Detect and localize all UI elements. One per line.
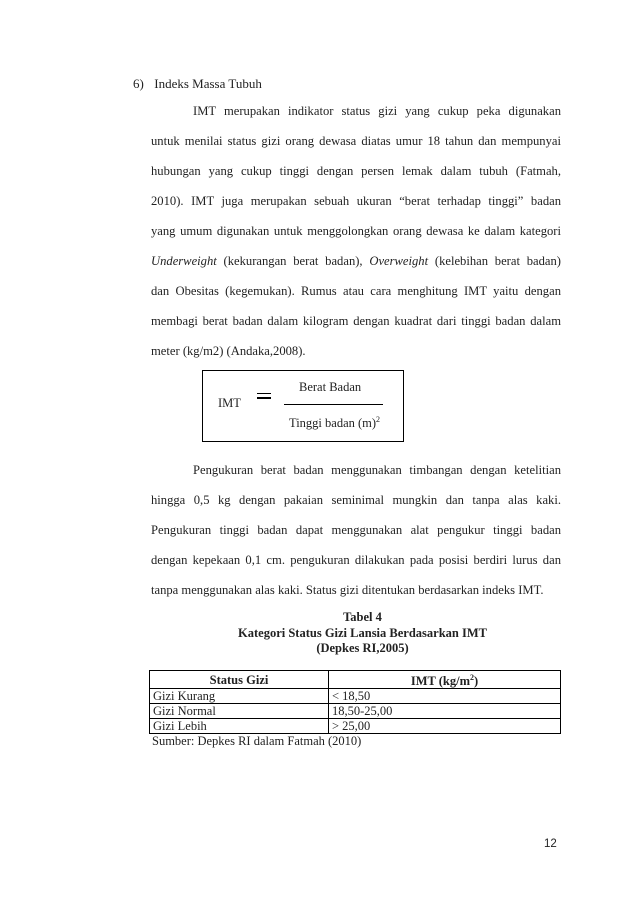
paragraph-line: meter (kg/m2) (Andaka,2008). [151, 344, 306, 358]
denominator-exponent: 2 [376, 415, 381, 424]
imt-header-close: ) [473, 674, 479, 689]
table-source-note: Sumber: Depkes RI dalam Fatmah (2010) [152, 734, 362, 748]
paragraph-line: dengan kepekaan 0,1 cm. pengukuran dilakukan pada posisi berdiri lurus dan [151, 553, 561, 567]
paragraph-imt-definition [151, 96, 561, 366]
table-caption-source: (Depkes RI,2005) [316, 641, 409, 655]
cell-status: Gizi Normal [150, 704, 329, 719]
table-row [150, 704, 561, 719]
paragraph-line: dan Obesitas (kegemukan). Rumus atau cara menghitung IMT yaitu dengan [151, 284, 561, 298]
imt-header-exponent: 2 [469, 673, 474, 682]
page-number: 12 [544, 838, 557, 850]
cell-status: Gizi Lebih [150, 719, 329, 734]
section-number: 6) [133, 76, 144, 91]
paragraph-measurement [151, 455, 561, 605]
paragraph-line: Pengukuran berat badan menggunakan timbangan dengan ketelitian [193, 463, 561, 477]
paragraph-line: yang umum digunakan untuk menggolongkan orang dewasa ke dalam kategori [151, 224, 561, 238]
equals-sign [257, 393, 271, 401]
paragraph-line: IMT merupakan indikator status gizi yang cukup peka digunakan [193, 104, 561, 118]
cell-status: Gizi Kurang [150, 689, 329, 704]
section-heading [133, 76, 262, 92]
cell-imt: > 25,00 [329, 719, 561, 734]
table-caption-number: Tabel 4 [343, 610, 382, 624]
formula-numerator: Berat Badan [299, 380, 362, 394]
paragraph-line: Pengukuran tinggi badan dapat menggunakan alat pengukur tinggi badan [151, 523, 561, 537]
column-header-status: Status Gizi [150, 671, 329, 689]
denominator-text: Tinggi badan (m) [289, 416, 377, 431]
column-header-imt [329, 671, 561, 689]
imt-category-table [149, 670, 561, 734]
table-caption-title: Kategori Status Gizi Lansia Berdasarkan IMT [238, 626, 487, 640]
formula-denominator [289, 415, 380, 431]
term-underweight-meaning: (kekurangan berat badan), [216, 254, 370, 268]
cell-imt: 18,50-25,00 [329, 704, 561, 719]
formula-lhs: IMT [218, 396, 241, 410]
imt-header-text: IMT (kg/m [410, 674, 470, 689]
section-title: Indeks Massa Tubuh [154, 76, 262, 91]
table-row [150, 689, 561, 704]
table-header-row [150, 671, 561, 689]
paragraph-line: membagi berat badan dalam kilogram dengan kuadrat dari tinggi badan dalam [151, 314, 561, 328]
term-overweight-meaning: (kelebihan berat badan) [428, 254, 561, 268]
table-row [150, 719, 561, 734]
fraction-bar [284, 404, 383, 405]
paragraph-line: tanpa menggunakan alas kaki. Status gizi ditentukan berdasarkan indeks IMT. [151, 583, 544, 597]
paragraph-line: untuk menilai status gizi orang dewasa diatas umur 18 tahun dan mempunyai [151, 134, 561, 148]
paragraph-line: hubungan yang cukup tinggi dengan persen lemak dalam tubuh (Fatmah, [151, 164, 561, 178]
imt-formula-box [202, 370, 404, 442]
paragraph-line: hingga 0,5 kg dengan pakaian seminimal mungkin dan tanpa alas kaki. [151, 493, 561, 507]
paragraph-line-categories [151, 246, 561, 276]
term-overweight: Overweight [369, 254, 429, 268]
paragraph-line: 2010). IMT juga merupakan sebuah ukuran “berat terhadap tinggi” badan [151, 194, 561, 208]
cell-imt: < 18,50 [329, 689, 561, 704]
term-underweight: Underweight [151, 254, 217, 268]
